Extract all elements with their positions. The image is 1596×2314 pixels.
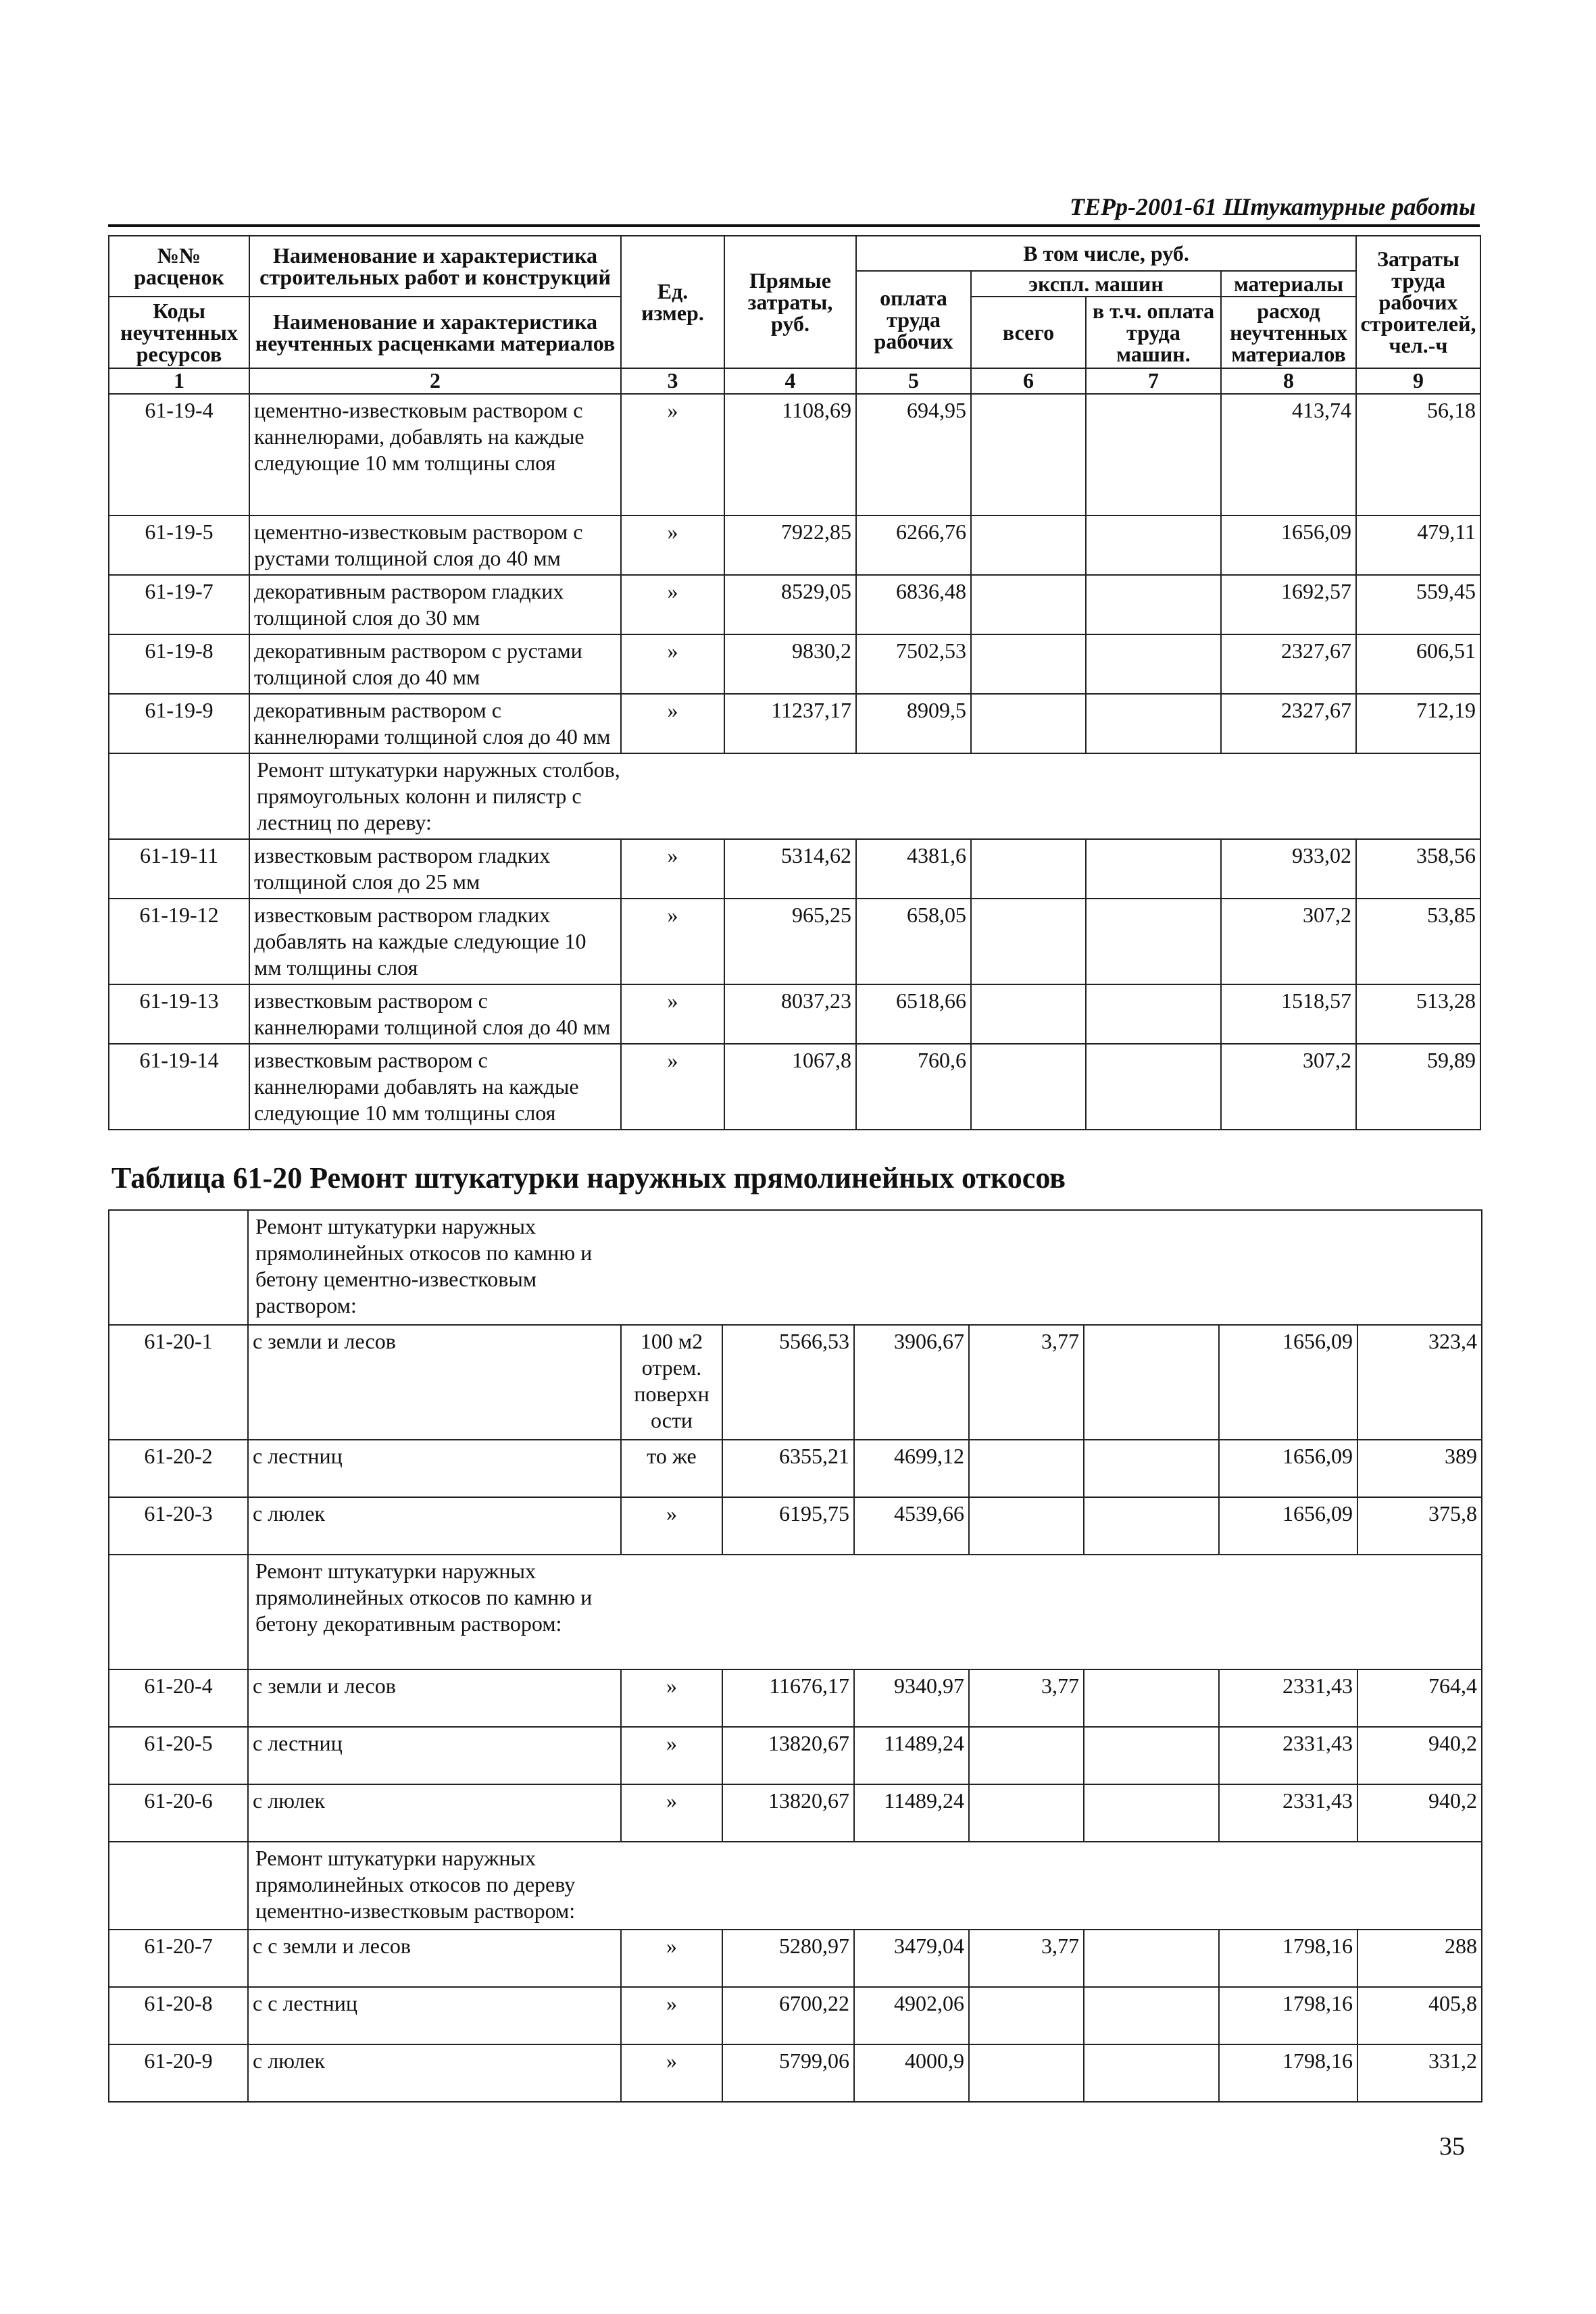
cell-hours: 375,8 bbox=[1357, 1497, 1482, 1555]
cell-hours: 59,89 bbox=[1356, 1044, 1480, 1130]
cell-direct: 13820,67 bbox=[722, 1784, 854, 1842]
table-row bbox=[109, 899, 1480, 984]
cell-mach-labor bbox=[1084, 1784, 1219, 1842]
cell-mach-labor bbox=[1084, 1440, 1219, 1497]
column-number: 9 bbox=[1356, 368, 1480, 394]
cell-direct: 6195,75 bbox=[722, 1497, 854, 1555]
cell-labor: 4902,06 bbox=[854, 1987, 969, 2044]
cell-code: 61-19-14 bbox=[109, 1044, 249, 1130]
cell-unit: » bbox=[621, 694, 724, 753]
cell-mach: 3,77 bbox=[969, 1325, 1084, 1440]
col1-bottom-header: Коды неучтенных ресурсов bbox=[109, 297, 249, 368]
cell-materials: 933,02 bbox=[1221, 839, 1356, 899]
cell-direct: 8037,23 bbox=[724, 984, 856, 1044]
cell-direct: 8529,05 bbox=[724, 575, 856, 634]
cell-name: с с лестниц bbox=[248, 1987, 621, 2044]
cell-direct: 1067,8 bbox=[724, 1044, 856, 1130]
column-number: 6 bbox=[971, 368, 1086, 394]
cell-unit: » bbox=[621, 984, 724, 1044]
table-row bbox=[109, 1669, 1482, 1727]
cell-code: 61-19-11 bbox=[109, 839, 249, 899]
cell-name: известковым раствором с каннелюрами добавлять на каждые следующие 10 мм толщины слоя bbox=[249, 1044, 621, 1130]
cell-hours: 712,19 bbox=[1356, 694, 1480, 753]
col1-top-header: №№ расценок bbox=[109, 236, 249, 297]
cell-direct: 1108,69 bbox=[724, 394, 856, 515]
cell-materials: 1692,57 bbox=[1221, 575, 1356, 634]
cell-name: с люлек bbox=[248, 2044, 621, 2102]
col5-header: оплата труда рабочих bbox=[856, 271, 971, 368]
cell-unit: » bbox=[621, 634, 724, 694]
cell-direct: 5314,62 bbox=[724, 839, 856, 899]
cell-mach-labor bbox=[1084, 1930, 1219, 1987]
cell-mach-labor bbox=[1084, 1497, 1219, 1555]
cell-labor: 11489,24 bbox=[854, 1784, 969, 1842]
cell-name: с лестниц bbox=[248, 1440, 621, 1497]
cell-hours: 331,2 bbox=[1357, 2044, 1482, 2102]
cell-code: 61-20-3 bbox=[109, 1497, 248, 1555]
cell-labor: 6266,76 bbox=[856, 515, 971, 575]
table-row bbox=[109, 1440, 1482, 1497]
cell-mach bbox=[971, 634, 1086, 694]
cell-mach-labor bbox=[1086, 575, 1221, 634]
cell-labor: 4539,66 bbox=[854, 1497, 969, 1555]
cell-mach-labor bbox=[1086, 394, 1221, 515]
cell-mach bbox=[971, 899, 1086, 984]
cell-hours: 288 bbox=[1357, 1930, 1482, 1987]
cell-hours: 559,45 bbox=[1356, 575, 1480, 634]
cell-labor: 4381,6 bbox=[856, 839, 971, 899]
cell-hours: 358,56 bbox=[1356, 839, 1480, 899]
cell-mach-labor bbox=[1084, 1325, 1219, 1440]
cell-direct: 6700,22 bbox=[722, 1987, 854, 2044]
cell-code: 61-20-2 bbox=[109, 1440, 248, 1497]
col6-header: всего bbox=[971, 297, 1086, 368]
col4-header: Прямые затраты, руб. bbox=[724, 236, 856, 368]
cell-hours: 56,18 bbox=[1356, 394, 1480, 515]
table-row bbox=[109, 634, 1480, 694]
cell-mach-labor bbox=[1086, 634, 1221, 694]
col9-header: Затраты труда рабочих строителей, чел.-ч bbox=[1356, 236, 1480, 368]
cell-materials: 1656,09 bbox=[1219, 1325, 1357, 1440]
table-row bbox=[109, 1497, 1482, 1555]
header-rule bbox=[108, 224, 1480, 227]
cell-unit: » bbox=[621, 1930, 722, 1987]
col2-bottom-header: Наименование и характеристика неучтенных расценками материалов bbox=[249, 297, 621, 368]
page-number: 35 bbox=[1439, 2132, 1465, 2161]
col3-header: Ед. измер. bbox=[621, 236, 724, 368]
cell-labor: 3479,04 bbox=[854, 1930, 969, 1987]
cell-unit: » bbox=[621, 394, 724, 515]
cell-code: 61-20-4 bbox=[109, 1669, 248, 1727]
cell-unit: » bbox=[621, 575, 724, 634]
col2-top-header: Наименование и характеристика строительных работ и конструкций bbox=[249, 236, 621, 297]
cell-mach: 3,77 bbox=[969, 1930, 1084, 1987]
cell-labor: 6836,48 bbox=[856, 575, 971, 634]
table-row bbox=[109, 694, 1480, 753]
table-row bbox=[109, 575, 1480, 634]
section-empty-cell bbox=[109, 1555, 248, 1669]
cell-unit: 100 м2 отрем. поверхн ости bbox=[621, 1325, 722, 1440]
section-row bbox=[109, 1210, 1482, 1325]
cell-code: 61-19-8 bbox=[109, 634, 249, 694]
cell-mach bbox=[971, 575, 1086, 634]
cell-name: известковым раствором гладких толщиной слоя до 25 мм bbox=[249, 839, 621, 899]
cell-mach-labor bbox=[1086, 899, 1221, 984]
cell-hours: 764,4 bbox=[1357, 1669, 1482, 1727]
cell-materials: 1798,16 bbox=[1219, 2044, 1357, 2102]
cell-hours: 479,11 bbox=[1356, 515, 1480, 575]
cell-unit: » bbox=[621, 839, 724, 899]
cell-hours: 513,28 bbox=[1356, 984, 1480, 1044]
cell-mach bbox=[969, 1784, 1084, 1842]
table-row bbox=[109, 1325, 1482, 1440]
cell-direct: 965,25 bbox=[724, 899, 856, 984]
cell-materials: 1518,57 bbox=[1221, 984, 1356, 1044]
cell-mach-labor bbox=[1084, 1987, 1219, 2044]
page-header bbox=[108, 193, 1480, 227]
cell-direct: 9830,2 bbox=[724, 634, 856, 694]
cell-mach: 3,77 bbox=[969, 1669, 1084, 1727]
cell-name: с люлек bbox=[248, 1497, 621, 1555]
section-heading: Ремонт штукатурки наружных столбов, прямоугольных колонн и пилястр с лестниц по дереву: bbox=[249, 753, 1480, 839]
cell-labor: 9340,97 bbox=[854, 1669, 969, 1727]
cell-direct: 11676,17 bbox=[722, 1669, 854, 1727]
column-number: 7 bbox=[1086, 368, 1221, 394]
cell-mach bbox=[971, 394, 1086, 515]
section-empty-cell bbox=[109, 753, 249, 839]
column-number: 1 bbox=[109, 368, 249, 394]
cell-labor: 7502,53 bbox=[856, 634, 971, 694]
table-row bbox=[109, 515, 1480, 575]
machines-header: экспл. машин bbox=[971, 271, 1221, 297]
cell-name: с люлек bbox=[248, 1784, 621, 1842]
col8-top-header: материалы bbox=[1221, 271, 1356, 297]
cell-mach bbox=[971, 515, 1086, 575]
col7-header: в т.ч. оплата труда машин. bbox=[1086, 297, 1221, 368]
cell-labor: 4699,12 bbox=[854, 1440, 969, 1497]
table-row bbox=[109, 1784, 1482, 1842]
cell-hours: 389 bbox=[1357, 1440, 1482, 1497]
table-row bbox=[109, 1044, 1480, 1130]
cell-direct: 7922,85 bbox=[724, 515, 856, 575]
cell-materials: 2331,43 bbox=[1219, 1784, 1357, 1842]
column-number: 8 bbox=[1221, 368, 1356, 394]
cell-name: цементно-известковым раствором с каннелюрами, добавлять на каждые следующие 10 мм толщины слоя bbox=[249, 394, 621, 515]
running-header: ТЕРр-2001-61 Штукатурные работы bbox=[1070, 193, 1476, 220]
table-row bbox=[109, 839, 1480, 899]
cell-labor: 6518,66 bbox=[856, 984, 971, 1044]
section-empty-cell bbox=[109, 1842, 248, 1930]
cell-unit: » bbox=[621, 515, 724, 575]
table-row bbox=[109, 2044, 1482, 2102]
cell-code: 61-20-7 bbox=[109, 1930, 248, 1987]
cell-materials: 2327,67 bbox=[1221, 634, 1356, 694]
table-title: Таблица 61-20 Ремонт штукатурки наружных прямолинейных откосов bbox=[111, 1161, 1066, 1194]
section-empty-cell bbox=[109, 1210, 248, 1325]
cell-mach bbox=[969, 1727, 1084, 1784]
cell-mach bbox=[969, 1497, 1084, 1555]
cell-mach bbox=[971, 694, 1086, 753]
cell-direct: 6355,21 bbox=[722, 1440, 854, 1497]
section-row bbox=[109, 1555, 1482, 1669]
cell-mach-labor bbox=[1084, 1669, 1219, 1727]
cell-code: 61-19-5 bbox=[109, 515, 249, 575]
cell-labor: 11489,24 bbox=[854, 1727, 969, 1784]
cell-unit: то же bbox=[621, 1440, 722, 1497]
cell-name: декоративным раствором с каннелюрами толщиной слоя до 40 мм bbox=[249, 694, 621, 753]
cell-hours: 53,85 bbox=[1356, 899, 1480, 984]
section-heading: Ремонт штукатурки наружных прямолинейных откосов по дереву цементно-известковым раствором: bbox=[248, 1842, 1482, 1930]
group-header: В том числе, руб. bbox=[856, 236, 1356, 271]
cell-unit: » bbox=[621, 1497, 722, 1555]
cell-name: с лестниц bbox=[248, 1727, 621, 1784]
cell-hours: 940,2 bbox=[1357, 1784, 1482, 1842]
cell-hours: 405,8 bbox=[1357, 1987, 1482, 2044]
cell-name: известковым раствором с каннелюрами толщиной слоя до 40 мм bbox=[249, 984, 621, 1044]
column-number: 2 bbox=[249, 368, 621, 394]
cell-mach-labor bbox=[1086, 515, 1221, 575]
section-row bbox=[109, 753, 1480, 839]
cell-labor: 658,05 bbox=[856, 899, 971, 984]
rates-table-61-20 bbox=[108, 1209, 1482, 2103]
cell-mach bbox=[971, 1044, 1086, 1130]
cell-labor: 4000,9 bbox=[854, 2044, 969, 2102]
table-row bbox=[109, 394, 1480, 515]
table-row bbox=[109, 1930, 1482, 1987]
cell-materials: 307,2 bbox=[1221, 1044, 1356, 1130]
cell-materials: 307,2 bbox=[1221, 899, 1356, 984]
cell-hours: 606,51 bbox=[1356, 634, 1480, 694]
cell-materials: 1656,09 bbox=[1219, 1497, 1357, 1555]
col8-bottom-header: расход неучтенных материалов bbox=[1221, 297, 1356, 368]
cell-code: 61-19-4 bbox=[109, 394, 249, 515]
cell-mach-labor bbox=[1084, 1727, 1219, 1784]
cell-code: 61-20-5 bbox=[109, 1727, 248, 1784]
cell-code: 61-19-7 bbox=[109, 575, 249, 634]
column-number: 5 bbox=[856, 368, 971, 394]
cell-unit: » bbox=[621, 899, 724, 984]
cell-name: декоративным раствором гладких толщиной слоя до 30 мм bbox=[249, 575, 621, 634]
cell-code: 61-19-12 bbox=[109, 899, 249, 984]
cell-mach bbox=[969, 1987, 1084, 2044]
cell-name: с земли и лесов bbox=[248, 1669, 621, 1727]
cell-code: 61-19-9 bbox=[109, 694, 249, 753]
cell-mach-labor bbox=[1084, 2044, 1219, 2102]
cell-materials: 2327,67 bbox=[1221, 694, 1356, 753]
cell-unit: » bbox=[621, 1784, 722, 1842]
cell-materials: 1656,09 bbox=[1219, 1440, 1357, 1497]
cell-unit: » bbox=[621, 1669, 722, 1727]
cell-mach-labor bbox=[1086, 984, 1221, 1044]
cell-materials: 1798,16 bbox=[1219, 1987, 1357, 2044]
cell-unit: » bbox=[621, 1727, 722, 1784]
cell-name: с с земли и лесов bbox=[248, 1930, 621, 1987]
cell-unit: » bbox=[621, 1044, 724, 1130]
cell-labor: 3906,67 bbox=[854, 1325, 969, 1440]
cell-code: 61-20-6 bbox=[109, 1784, 248, 1842]
cell-code: 61-19-13 bbox=[109, 984, 249, 1044]
cell-direct: 13820,67 bbox=[722, 1727, 854, 1784]
section-heading: Ремонт штукатурки наружных прямолинейных откосов по камню и бетону декоративным раствором: bbox=[248, 1555, 1482, 1669]
table-row bbox=[109, 984, 1480, 1044]
cell-direct: 5799,06 bbox=[722, 2044, 854, 2102]
cell-mach bbox=[971, 984, 1086, 1044]
cell-materials: 1798,16 bbox=[1219, 1930, 1357, 1987]
cell-materials: 413,74 bbox=[1221, 394, 1356, 515]
section-heading: Ремонт штукатурки наружных прямолинейных откосов по камню и бетону цементно-известковым раствором: bbox=[248, 1210, 1482, 1325]
cell-name: с земли и лесов bbox=[248, 1325, 621, 1440]
cell-mach-labor bbox=[1086, 1044, 1221, 1130]
cell-direct: 11237,17 bbox=[724, 694, 856, 753]
cell-labor: 694,95 bbox=[856, 394, 971, 515]
column-number: 4 bbox=[724, 368, 856, 394]
section-row bbox=[109, 1842, 1482, 1930]
cell-name: цементно-известковым раствором с рустами толщиной слоя до 40 мм bbox=[249, 515, 621, 575]
rates-table-61-19 bbox=[108, 235, 1481, 1130]
cell-code: 61-20-9 bbox=[109, 2044, 248, 2102]
cell-unit: » bbox=[621, 2044, 722, 2102]
cell-materials: 1656,09 bbox=[1221, 515, 1356, 575]
cell-mach-labor bbox=[1086, 694, 1221, 753]
cell-materials: 2331,43 bbox=[1219, 1669, 1357, 1727]
cell-code: 61-20-1 bbox=[109, 1325, 248, 1440]
cell-name: известковым раствором гладких добавлять на каждые следующие 10 мм толщины слоя bbox=[249, 899, 621, 984]
cell-mach-labor bbox=[1086, 839, 1221, 899]
cell-unit: » bbox=[621, 1987, 722, 2044]
cell-materials: 2331,43 bbox=[1219, 1727, 1357, 1784]
table-row bbox=[109, 1987, 1482, 2044]
cell-name: декоративным раствором с рустами толщиной слоя до 40 мм bbox=[249, 634, 621, 694]
cell-hours: 323,4 bbox=[1357, 1325, 1482, 1440]
cell-hours: 940,2 bbox=[1357, 1727, 1482, 1784]
table-row bbox=[109, 1727, 1482, 1784]
cell-mach bbox=[969, 1440, 1084, 1497]
cell-code: 61-20-8 bbox=[109, 1987, 248, 2044]
cell-mach bbox=[969, 2044, 1084, 2102]
cell-mach bbox=[971, 839, 1086, 899]
cell-labor: 8909,5 bbox=[856, 694, 971, 753]
cell-labor: 760,6 bbox=[856, 1044, 971, 1130]
column-number: 3 bbox=[621, 368, 724, 394]
cell-direct: 5566,53 bbox=[722, 1325, 854, 1440]
cell-direct: 5280,97 bbox=[722, 1930, 854, 1987]
